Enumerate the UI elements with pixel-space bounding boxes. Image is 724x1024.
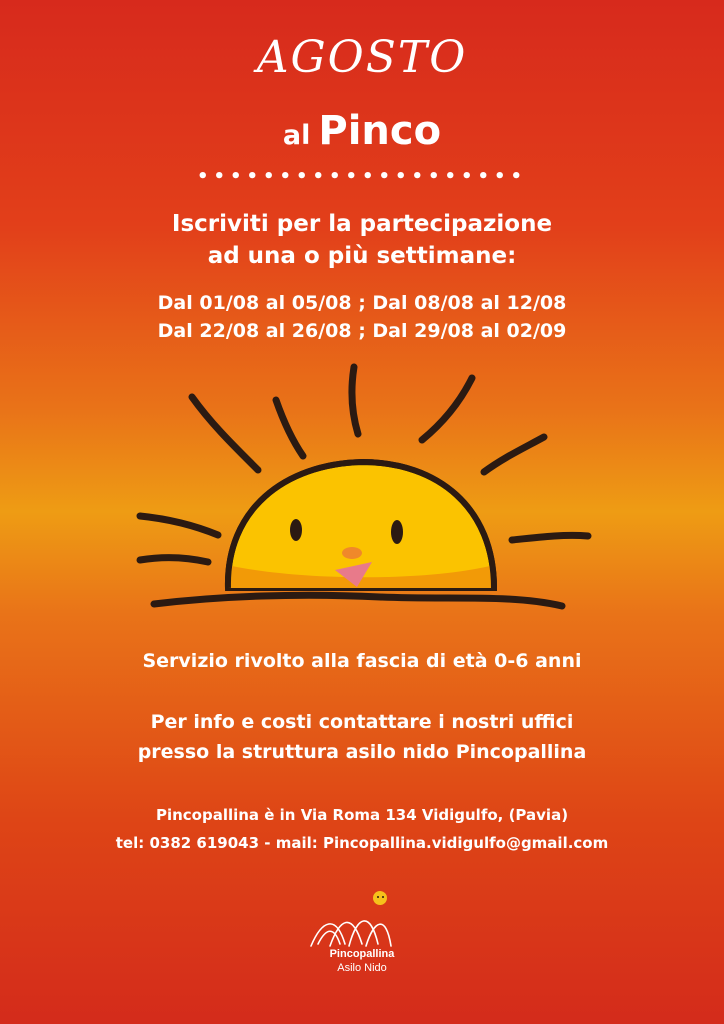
logo-subtitle: Asilo Nido	[337, 962, 387, 974]
logo-arches	[311, 921, 391, 946]
logo-name: Pincopallina	[329, 948, 395, 960]
title-main: Pinco	[318, 108, 442, 154]
title-agosto: AGOSTO	[256, 32, 468, 83]
service-line: Servizio rivolto alla fascia di età 0-6 anni	[142, 650, 582, 672]
dates-line-2: Dal 22/08 al 26/08 ; Dal 29/08 al 02/09	[157, 320, 567, 342]
logo-ball	[373, 891, 387, 905]
info-line-1: Per info e costi contattare i nostri uffici	[150, 711, 574, 733]
dates-line-1: Dal 01/08 al 05/08 ; Dal 08/08 al 12/08	[157, 292, 567, 314]
intro-line-2: ad una o più settimane:	[207, 243, 517, 269]
title-prefix: al	[282, 120, 311, 151]
info-line-2: presso la struttura asilo nido Pincopallina	[137, 741, 587, 763]
address-line: Pincopallina è in Via Roma 134 Vidigulfo, (Pavia)	[155, 806, 569, 824]
dotted-divider: ••••••••••••••••••••	[196, 166, 528, 187]
contact-line: tel: 0382 619043 - mail: Pincopallina.vidigulfo@gmail.com	[115, 834, 609, 852]
intro-line-1: Iscriviti per la partecipazione	[171, 211, 553, 237]
